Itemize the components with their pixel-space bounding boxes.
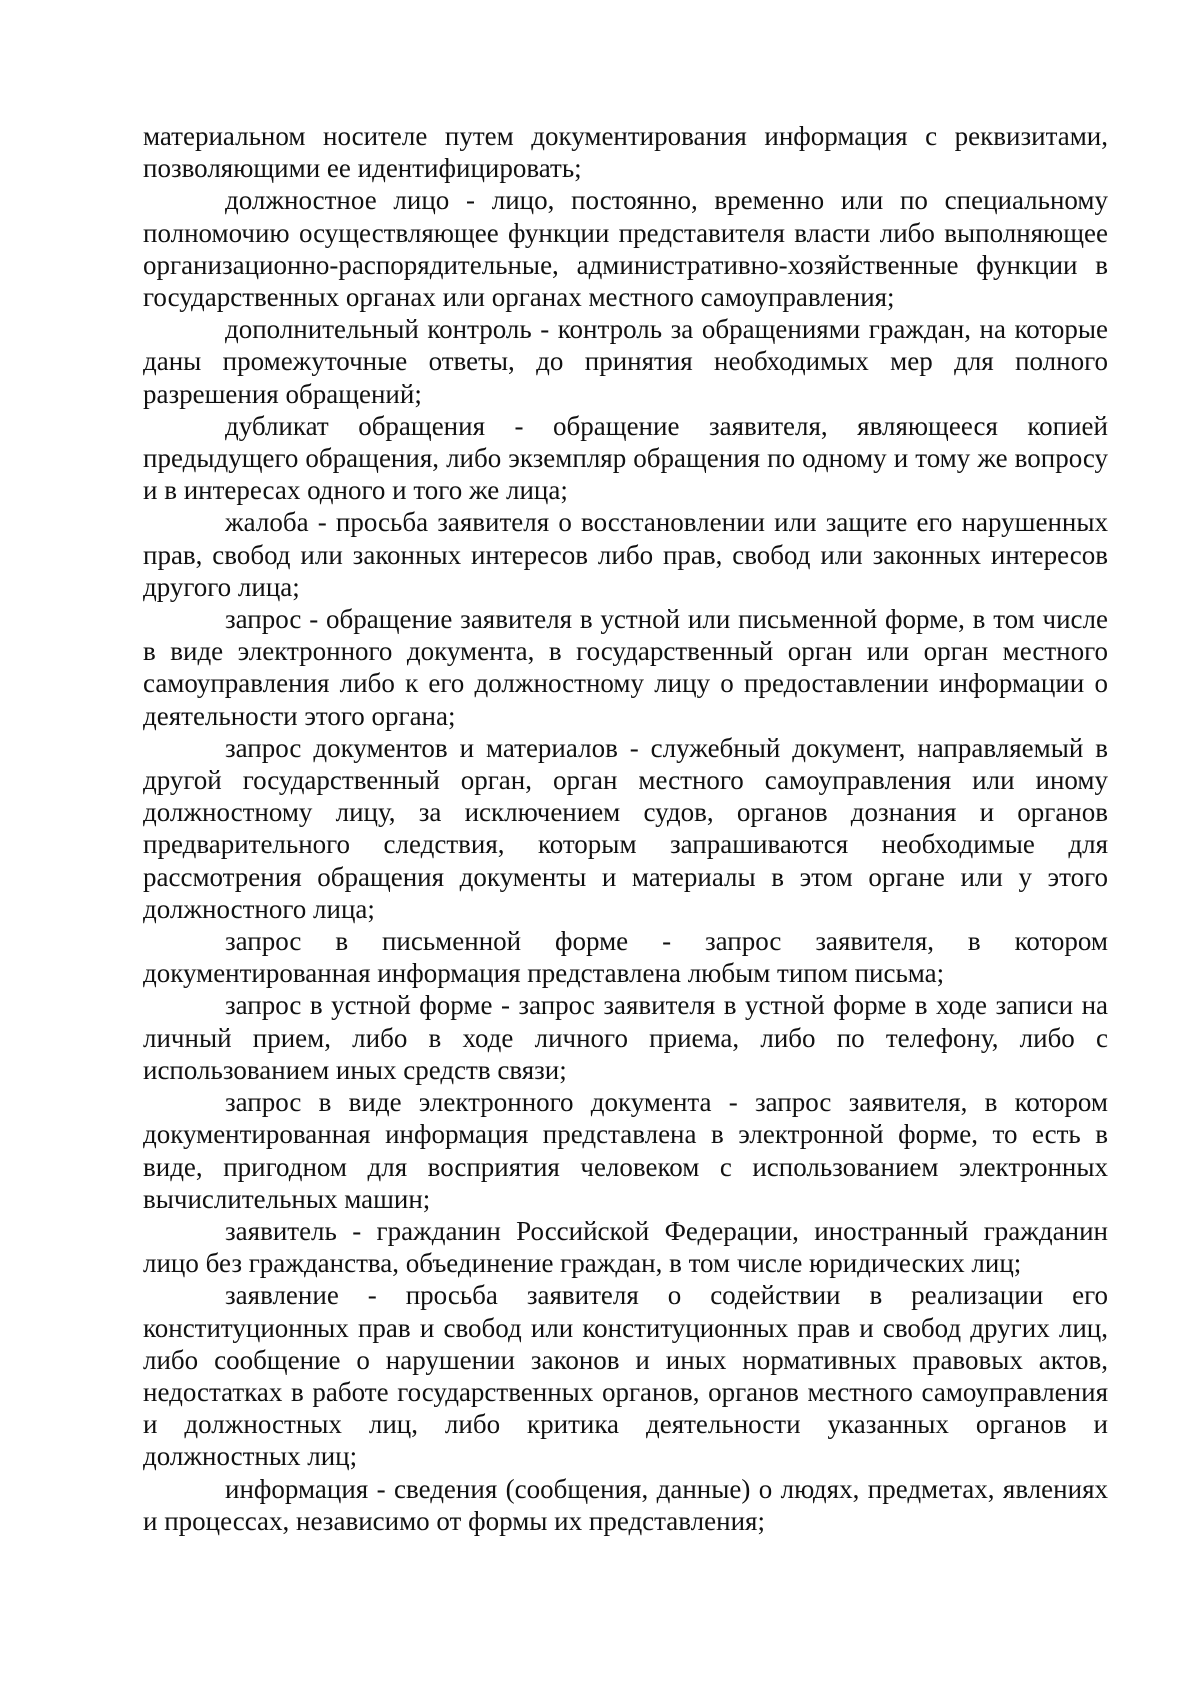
definition-official: должностное лицо - лицо, постоянно, временно или по специальному полномочию осуществляющее функции представителя власти либо выполняющее организационно-распорядительные, административно-хозяйственные функции в государственных органах или органах местного самоуправления; xyxy=(143,185,1108,313)
definition-duplicate: дубликат обращения - обращение заявителя, являющееся копией предыдущего обращения, либо экземпляр обращения по одному и тому же вопросу и в интересах одного и того же лица; xyxy=(143,410,1108,506)
definition-statement: заявление - просьба заявителя о содействии в реализации его конституционных прав и свобод или конституционных прав и свобод других лиц, либо сообщение о нарушении законов и иных нормативных правовых актов, недостатках в работе государственных органов, органов местного самоуправления и должностных лиц, либо критика деятельности указанных органов и должностных лиц; xyxy=(143,1280,1108,1472)
definition-request: запрос - обращение заявителя в устной или письменной форме, в том числе в виде электронного документа, в государственный орган или орган местного самоуправления либо к его должностному лицу о предоставлении информации о деятельности этого органа; xyxy=(143,604,1108,731)
definition-electronic-request: запрос в виде электронного документа - запрос заявителя, в котором документированная информация представлена в электронной форме, то есть в виде, пригодном для восприятия человеком с использованием электронных вычислительных машин; xyxy=(143,1087,1108,1214)
document-body xyxy=(143,120,1108,1537)
definition-document-request: запрос документов и материалов - служебный документ, направляемый в другой государственный орган, орган местного самоуправления или иному должностному лицу, за исключением судов, органов дознания и органов предварительного следствия, которым запрашиваются необходимые для рассмотрения обращения документы и материалы в этом органе или у этого должностного лица; xyxy=(143,732,1108,924)
definition-additional-control: дополнительный контроль - контроль за обращениями граждан, на которые даны промежуточные ответы, до принятия необходимых мер для полного разрешения обращений; xyxy=(143,314,1108,409)
definition-complaint: жалоба - просьба заявителя о восстановлении или защите его нарушенных прав, свобод или законных интересов либо прав, свобод или законных интересов другого лица; xyxy=(143,507,1108,602)
definition-written-request: запрос в письменной форме - запрос заявителя, в котором документированная информация представлена любым типом письма; xyxy=(143,926,1108,989)
definition-applicant: заявитель - гражданин Российской Федерации, иностранный гражданин лицо без гражданства, объединение граждан, в том числе юридических лиц; xyxy=(143,1215,1108,1279)
definition-information: информация - сведения (сообщения, данные) о людях, предметах, явлениях и процессах, независимо от формы их представления; xyxy=(143,1473,1108,1536)
definition-oral-request: запрос в устной форме - запрос заявителя в устной форме в ходе записи на личный прием, либо в ходе личного приема, либо по телефону, либо с использованием иных средств связи; xyxy=(143,990,1108,1085)
paragraph-continuation: материальном носителе путем документирования информация с реквизитами, позволяющими ее идентифицировать; xyxy=(143,121,1108,184)
